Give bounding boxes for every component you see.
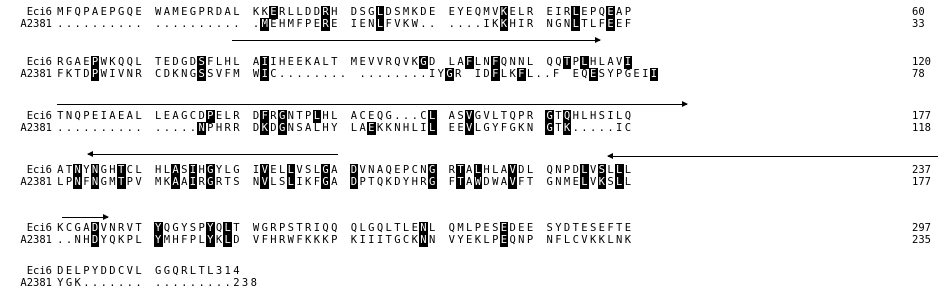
residue-count: 118 bbox=[912, 122, 931, 134]
sequence-residues: L P N F N G M T P V M K A A I R G R T S N V L S L I K F G A D P T Q K D Y H R G F T A W D W A V F T G N M E L V K S L L bbox=[57, 176, 632, 188]
conserved-residue: V bbox=[466, 110, 473, 122]
conserved-residue: Y bbox=[155, 234, 162, 246]
conserved-residue: L bbox=[376, 6, 384, 18]
secondary-structure-arrow bbox=[62, 217, 108, 218]
alignment-row bbox=[0, 68, 946, 81]
conserved-residue: I bbox=[189, 164, 197, 176]
conserved-residue: P bbox=[91, 56, 99, 68]
alignment-row bbox=[0, 18, 946, 31]
conserved-residue: T bbox=[117, 164, 125, 176]
conserved-residue: F bbox=[518, 68, 525, 80]
residue-count: 78 bbox=[912, 68, 925, 80]
conserved-residue: V bbox=[466, 122, 473, 134]
conserved-residue: G bbox=[420, 56, 427, 68]
residue-count: 297 bbox=[912, 222, 931, 234]
conserved-residue: I bbox=[261, 56, 268, 68]
conserved-residue: L bbox=[313, 110, 321, 122]
residue-count: 60 bbox=[912, 6, 925, 18]
sequence-residues: F K T D P W I V N R C D K N G S S V F M W I C . . . . . . . . . . . . . . . . I Y G R I D F L K F L . . F E Q E S Y P G E I I bbox=[57, 68, 658, 80]
conserved-residue: D bbox=[91, 234, 99, 246]
sequence-name: Eci6 bbox=[26, 56, 52, 68]
conserved-residue: P bbox=[207, 110, 214, 122]
alignment-row bbox=[0, 176, 946, 189]
conserved-residue: G bbox=[278, 110, 286, 122]
conserved-residue: G bbox=[428, 176, 436, 188]
sequence-residues: Y G K . . . . . . . . . . . . . . . . 2 3 8 bbox=[57, 277, 257, 289]
conserved-residue: N bbox=[74, 164, 81, 176]
conserved-residue: L bbox=[224, 234, 231, 246]
conserved-residue: G bbox=[546, 122, 553, 134]
conserved-residue: F bbox=[492, 68, 499, 80]
conserved-residue: Q bbox=[563, 110, 571, 122]
sequence-name: A2381 bbox=[20, 176, 52, 188]
conserved-residue: R bbox=[322, 18, 329, 30]
residue-count: 177 bbox=[912, 110, 931, 122]
conserved-residue: V bbox=[261, 176, 268, 188]
alignment-row bbox=[0, 234, 946, 247]
sequence-residues: . . . . . . . . . . . . . . . N P H R R D K D G N S A L H Y L A E K K N H L I L E E V L G Y F G K N G T K . . . . . I C bbox=[57, 122, 632, 134]
conserved-residue: T bbox=[457, 176, 464, 188]
secondary-structure-arrow bbox=[608, 156, 938, 157]
conserved-residue: W bbox=[474, 176, 482, 188]
conserved-residue: G bbox=[278, 122, 286, 134]
conserved-residue: E bbox=[500, 222, 508, 234]
conserved-residue: G bbox=[546, 110, 553, 122]
conserved-residue: P bbox=[91, 68, 99, 80]
residue-count: 33 bbox=[912, 18, 925, 30]
residue-count: 120 bbox=[912, 56, 931, 68]
conserved-residue: F bbox=[492, 56, 499, 68]
residue-count: 235 bbox=[912, 234, 931, 246]
conserved-residue: I bbox=[624, 56, 632, 68]
sequence-name: Eci6 bbox=[26, 265, 52, 277]
conserved-residue: E bbox=[607, 6, 614, 18]
conserved-residue: Y bbox=[207, 222, 214, 234]
conserved-residue: E bbox=[368, 122, 375, 134]
sequence-residues: T N Q P E I A E A L L E A G C D P E L R D F R G N T P L H L A C E Q G . . . C L A S V G V L T Q P R G T Q H L H S I L Q bbox=[57, 110, 632, 122]
conserved-residue: N bbox=[91, 176, 99, 188]
conserved-residue: L bbox=[287, 164, 294, 176]
conserved-residue: V bbox=[261, 164, 268, 176]
conserved-residue: S bbox=[198, 68, 205, 80]
conserved-residue: L bbox=[616, 164, 623, 176]
conserved-residue: N bbox=[420, 222, 427, 234]
conserved-residue: D bbox=[350, 164, 358, 176]
sequence-residues: M F Q P A E P G Q E W A M E G P R D A L K K E R L L D D R H D S G L D S M K D E E Y E Q M V K E L R E I R L E P Q E A P bbox=[57, 6, 632, 18]
sequence-residues: D E L P Y D D C V L G G Q R L T L 3 1 4 bbox=[57, 265, 240, 277]
conserved-residue: L bbox=[572, 18, 579, 30]
sequence-residues: . . . . . . . . . . . . . . . . . . . . . M E H M F P E R E I E N L F V K W . . . . . . I K K H I R N G N L T L F E E F bbox=[57, 18, 632, 30]
alignment-row bbox=[0, 122, 946, 135]
secondary-structure-arrow bbox=[88, 154, 338, 155]
conserved-residue: L bbox=[572, 6, 579, 18]
conserved-residue: L bbox=[224, 222, 231, 234]
sequence-name: A2381 bbox=[20, 234, 52, 246]
conserved-residue: L bbox=[616, 176, 623, 188]
sequence-name: Eci6 bbox=[26, 222, 52, 234]
conserved-residue: A bbox=[172, 176, 179, 188]
conserved-residue: N bbox=[420, 234, 427, 246]
conserved-residue: K bbox=[500, 18, 508, 30]
conserved-residue: K bbox=[500, 6, 508, 18]
conserved-residue: L bbox=[428, 122, 436, 134]
sequence-name: A2381 bbox=[20, 68, 52, 80]
conserved-residue: L bbox=[376, 18, 384, 30]
conserved-residue: L bbox=[581, 56, 588, 68]
conserved-residue: I bbox=[261, 68, 268, 80]
conserved-residue: N bbox=[74, 176, 81, 188]
sequence-residues: R G A E P W K Q Q L T E D G D S F L H L A I I H E E K A L T M E V V R Q V K G D L A F L N F Q N N L Q Q T P L H L A V I bbox=[57, 56, 632, 68]
conserved-residue: V bbox=[509, 164, 516, 176]
sequence-name: Eci6 bbox=[26, 164, 52, 176]
conserved-residue: V bbox=[509, 176, 516, 188]
conserved-residue: L bbox=[287, 176, 294, 188]
conserved-residue: E bbox=[500, 234, 508, 246]
conserved-residue: L bbox=[474, 164, 482, 176]
conserved-residue: M bbox=[261, 18, 268, 30]
sequence-residues: K C G A D V N R V T Y Q G Y S P Y Q L T W G R P S T R I Q Q Q L G Q L T L E N L Q M L P E S E D E E S Y D T E S E F T E bbox=[57, 222, 632, 234]
secondary-structure-arrow bbox=[57, 104, 687, 105]
conserved-residue: T bbox=[563, 56, 571, 68]
conserved-residue: Y bbox=[155, 222, 162, 234]
conserved-residue: D bbox=[350, 176, 358, 188]
conserved-residue: L bbox=[581, 176, 588, 188]
conserved-residue: T bbox=[117, 176, 125, 188]
conserved-residue: I bbox=[650, 68, 658, 80]
conserved-residue: G bbox=[428, 164, 436, 176]
secondary-structure-arrow bbox=[232, 40, 600, 41]
sequence-name: Eci6 bbox=[26, 6, 52, 18]
conserved-residue: R bbox=[322, 6, 329, 18]
conserved-residue: K bbox=[563, 122, 571, 134]
conserved-residue: L bbox=[428, 110, 436, 122]
conserved-residue: G bbox=[207, 164, 214, 176]
conserved-residue: G bbox=[322, 164, 329, 176]
conserved-residue: L bbox=[581, 164, 588, 176]
conserved-residue: G bbox=[207, 176, 214, 188]
conserved-residue: F bbox=[261, 110, 268, 122]
conserved-residue: Y bbox=[207, 234, 214, 246]
alignment-row bbox=[0, 277, 946, 290]
sequence-residues: . . N H D Y Q K P L Y M H F P L Y K L D V F H R W F K K K P K I I I T G C K N N V Y E K L P E Q N P N F L C V K K L N K bbox=[57, 234, 632, 246]
sequence-name: A2381 bbox=[20, 122, 52, 134]
conserved-residue: G bbox=[446, 68, 453, 80]
conserved-residue: A bbox=[172, 164, 179, 176]
conserved-residue: S bbox=[598, 164, 605, 176]
conserved-residue: E bbox=[270, 6, 277, 18]
conserved-residue: E bbox=[589, 68, 597, 80]
residue-count: 237 bbox=[912, 164, 931, 176]
sequence-name: A2381 bbox=[20, 18, 52, 30]
sequence-name: A2381 bbox=[20, 277, 52, 289]
residue-count: 177 bbox=[912, 176, 931, 188]
conserved-residue: T bbox=[457, 164, 464, 176]
conserved-residue: I bbox=[189, 176, 197, 188]
conserved-residue: K bbox=[261, 122, 268, 134]
sequence-name: Eci6 bbox=[26, 110, 52, 122]
conserved-residue: E bbox=[607, 18, 614, 30]
conserved-residue: F bbox=[466, 56, 473, 68]
conserved-residue: K bbox=[598, 176, 605, 188]
conserved-residue: N bbox=[198, 122, 205, 134]
conserved-residue: S bbox=[198, 56, 205, 68]
conserved-residue: G bbox=[322, 176, 329, 188]
conserved-residue: N bbox=[91, 164, 99, 176]
sequence-residues: A T N Y N G H T C L H L A S I H G Y L G I V E L L V S L G A D V N A Q E P C N G R T A L H L A V D L Q N P D L V S L L L bbox=[57, 164, 632, 176]
conserved-residue: D bbox=[91, 222, 99, 234]
